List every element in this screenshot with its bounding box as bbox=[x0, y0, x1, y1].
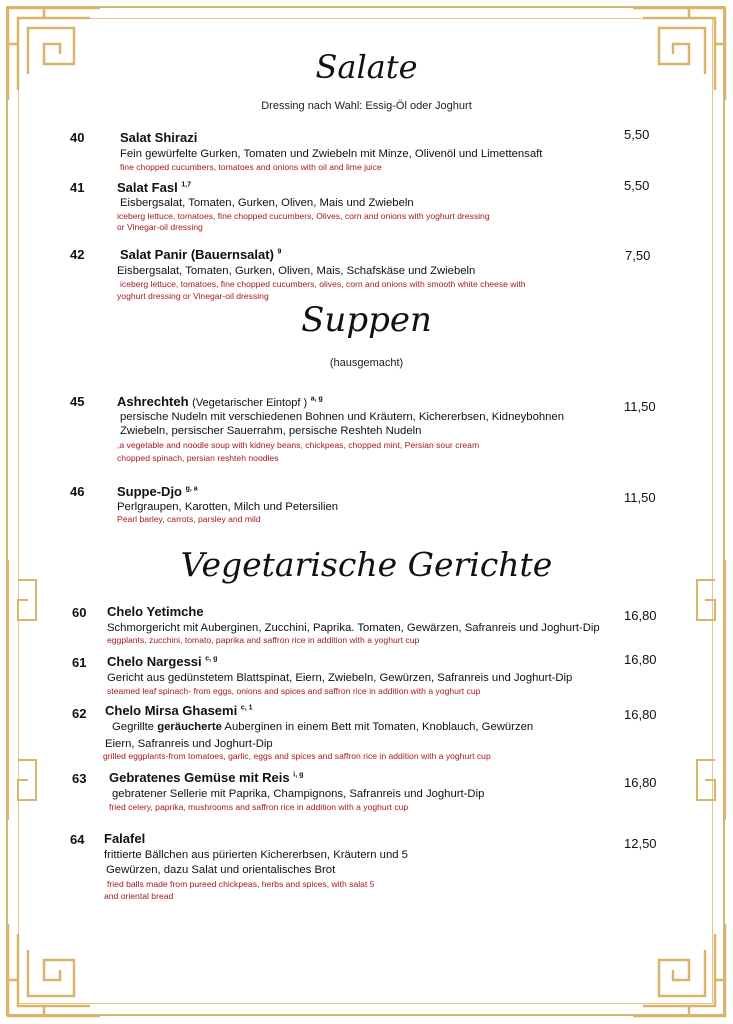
item-name: Gebratenes Gemüse mit Reis $^{i, g}$ bbox=[109, 770, 304, 785]
item-description: Fein gewürfelte Gurken, Tomaten und Zwiebeln mit Minze, Olivenöl und Limettensaft bbox=[120, 148, 543, 160]
item-price: 16,80 bbox=[624, 652, 657, 667]
item-number: 64 bbox=[70, 832, 85, 847]
corner-ornament-bottom-left bbox=[4, 920, 104, 1020]
item-number: 40 bbox=[70, 130, 85, 145]
item-english: eggplants, zucchini, tomato, paprika and saffron rice in addition with a yoghurt cup bbox=[107, 635, 420, 645]
item-english: and oriental bread bbox=[104, 891, 174, 901]
item-description: Gewürzen, dazu Salat und orientalisches Brot bbox=[106, 864, 336, 876]
item-number: 45 bbox=[70, 394, 85, 409]
item-description: Eiern, Safranreis und Joghurt-Dip bbox=[105, 738, 273, 750]
item-english: fried balls made from pureed chickpeas, herbs and spices, with salat 5 bbox=[107, 879, 375, 889]
corner-ornament-bottom-right bbox=[629, 920, 729, 1020]
item-description: Gegrillte geräucherte Auberginen in einem Bett mit Tomaten, Knoblauch, Gewürzen bbox=[112, 721, 534, 733]
item-price: 7,50 bbox=[625, 248, 651, 263]
item-name: Suppe-Djo $^{g, a}$ bbox=[117, 484, 198, 499]
item-price: 5,50 bbox=[624, 178, 650, 193]
item-number: 42 bbox=[70, 247, 85, 262]
item-name: Salat Panir (Bauernsalat) $^9$ bbox=[120, 247, 282, 262]
item-price: 16,80 bbox=[624, 608, 657, 623]
item-english: iceberg lettuce, tomatoes, fine chopped cucumbers, Olives, corn and onions with yoghurt dressing bbox=[117, 211, 490, 221]
item-description: Eisbergsalat, Tomaten, Gurken, Oliven, Mais, Schafskäse und Zwiebeln bbox=[117, 265, 476, 277]
item-description: Eisbergsalat, Tomaten, Gurken, Oliven, Mais und Zwiebeln bbox=[120, 197, 414, 209]
item-description: frittierte Bällchen aus pürierten Kichererbsen, Kräutern und 5 bbox=[104, 849, 408, 861]
item-description: Schmorgericht mit Auberginen, Zucchini, Paprika. Tomaten, Gewärzen, Safranreis und Joghurt-Dip bbox=[107, 622, 600, 634]
item-name: Ashrechteh (Vegetarischer Eintopf ) $^{a, g}$ bbox=[117, 394, 323, 409]
item-number: 60 bbox=[72, 605, 87, 620]
item-price: 11,50 bbox=[624, 490, 656, 505]
item-number: 46 bbox=[70, 484, 85, 499]
side-ornament-left bbox=[4, 560, 44, 820]
section-title-salate: Salate bbox=[315, 48, 418, 86]
item-price: 16,80 bbox=[624, 707, 657, 722]
item-name: Falafel bbox=[104, 831, 146, 846]
item-name: Salat Fasl $^{1,7}$ bbox=[117, 180, 192, 195]
section-title-vegetarisch: Vegetarische Gerichte bbox=[180, 545, 553, 584]
section-title-suppen: Suppen bbox=[301, 300, 432, 340]
item-description: Zwiebeln, persischer Sauerrahm, persische Reshteh Nudeln bbox=[120, 425, 422, 437]
item-price: 5,50 bbox=[624, 127, 650, 142]
item-english: grilled eggplants-from tomatoes, garlic, eggs and spices and saffron rice in addition with a yoghurt cup bbox=[103, 751, 491, 761]
item-name: Chelo Yetimche bbox=[107, 604, 204, 619]
item-english: fried celery, paprika, mushrooms and saffron rice in addition with a yoghurt cup bbox=[109, 802, 409, 812]
item-name: Salat Shirazi bbox=[120, 130, 198, 145]
item-english: iceberg lettuce, tomatoes, fine chopped cucumbers, olives, corn and onions with smooth white cheese with bbox=[120, 279, 526, 289]
item-description: Perlgraupen, Karotten, Milch und Petersilien bbox=[117, 501, 339, 513]
item-price: 16,80 bbox=[624, 775, 657, 790]
item-name: Chelo Mirsa Ghasemi $^{c, 1}$ bbox=[105, 703, 253, 718]
item-english: yoghurt dressing or Vinegar-oil dressing bbox=[117, 291, 269, 301]
item-description: persische Nudeln mit verschiedenen Bohnen und Kräutern, Kichererbsen, Kidneybohnen bbox=[120, 411, 564, 423]
section-subtitle-salate: Dressing nach Wahl: Essig-Öl oder Joghurt bbox=[261, 100, 472, 112]
item-english: chopped spinach, persian reshteh noodles bbox=[117, 453, 279, 463]
section-subtitle-suppen: (hausgemacht) bbox=[329, 357, 404, 369]
item-name: Chelo Nargessi $^{c, g}$ bbox=[107, 654, 218, 669]
side-ornament-right bbox=[689, 560, 729, 820]
item-english: Pearl barley, carrots, parsley and mild bbox=[117, 514, 261, 524]
item-english: steamed leaf spinach- from eggs, onions and spices and saffron rice in addition with a yoghurt cup bbox=[107, 686, 481, 696]
item-description: Gericht aus gedünstetem Blattspinat, Eiern, Zwiebeln, Gewürzen, Safranreis und Joghurt-Dip bbox=[107, 672, 573, 684]
item-description: gebratener Sellerie mit Paprika, Champignons, Safranreis und Joghurt-Dip bbox=[112, 788, 485, 800]
item-number: 61 bbox=[72, 655, 87, 670]
item-english: fine chopped cucumbers, tomatoes and onions with oil and lime juice bbox=[120, 162, 382, 172]
item-price: 11,50 bbox=[624, 399, 656, 414]
item-number: 63 bbox=[72, 771, 87, 786]
item-english: or Vinegar-oil dressing bbox=[117, 222, 203, 232]
item-number: 41 bbox=[70, 180, 85, 195]
item-number: 62 bbox=[72, 706, 87, 721]
item-price: 12,50 bbox=[624, 836, 657, 851]
item-english: ,a vegetable and noodle soup with kidney beans, chickpeas, chopped mint, Persian sour cream bbox=[117, 440, 480, 450]
